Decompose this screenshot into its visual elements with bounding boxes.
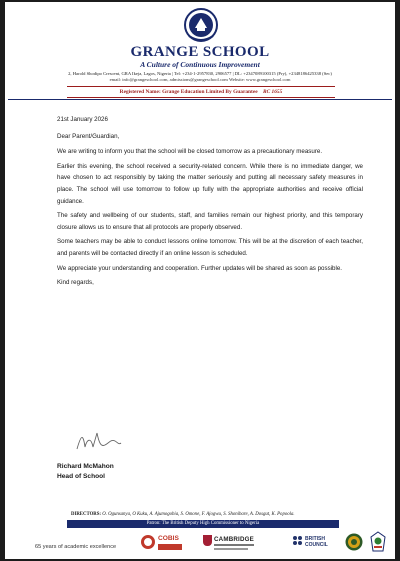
directors-label: DIRECTORS: <box>71 512 102 517</box>
cambridge-logo-text: CAMBRIDGE <box>214 536 254 543</box>
signer-name: Richard McMahon <box>57 463 114 470</box>
registered-name: Registered Name: Grange Education Limited By Guarantee <box>119 89 258 95</box>
cobis-ring-icon <box>141 535 155 549</box>
paragraph: We appreciate your understanding and cooperation. Further updates will be shared as soon as possible. <box>57 264 343 272</box>
signer-title: Head of School <box>57 473 105 480</box>
school-motto: A Culture of Continuous Improvement <box>140 60 260 69</box>
directors-line <box>71 512 295 517</box>
address-line: 2, Harold Shodipo Crescent, GRA Ikeja, Lagos, Nigeria | Tel: +234-1-2957830, 2906577 | DL: +2347089100315 (Pry), +2348186425338 (Sec) <box>68 71 332 76</box>
letter-body <box>57 114 363 292</box>
cambridge-logo <box>203 532 257 554</box>
letter-date: 21st January 2026 <box>57 116 108 123</box>
paragraph: Earlier this evening, the school received a security-related concern. While there is no immediate danger, we have chosen to act responsibly by taking the matter seriously and putting all necessary safety measures in place. The school will use tomorrow to follow up fully with the appropriate authorities and receive official guidance. <box>57 162 363 205</box>
contact-line: email: info@grangeschool.com, admissions@grangeschool.com Website: www.grangeschool.com <box>109 77 291 82</box>
paragraph: We are writing to inform you that the school will be closed tomorrow as a precautionary measure. <box>57 148 323 156</box>
paragraph: Some teachers may be able to conduct lessons online tomorrow. This will be at the discretion of each teacher, and parents will be contacted directly if an online lesson is scheduled. <box>57 238 363 257</box>
handwritten-signature <box>73 429 123 455</box>
membership-emblem-icon <box>369 531 387 553</box>
british-council-logo-text: BRITISH COUNCIL <box>305 536 328 548</box>
accreditation-seal-icon <box>345 533 363 551</box>
paragraph: The safety and wellbeing of our students, staff, and families remain our highest priority, and this temporary closure allows us to ensure that all protocols are properly observed. <box>57 212 363 231</box>
cobis-logo-text: COBIS <box>158 535 179 542</box>
cambridge-shield-icon <box>203 535 212 546</box>
cambridge-subline <box>214 544 254 546</box>
closing: Kind regards, <box>57 279 94 287</box>
years-tagline: 65 years of academic excellence <box>35 544 117 550</box>
header-divider <box>8 99 392 100</box>
school-crest-icon <box>183 8 219 42</box>
british-council-dots-icon <box>293 536 303 546</box>
cambridge-subline <box>214 548 248 550</box>
registration-bar <box>67 86 335 98</box>
salutation: Dear Parent/Guardian, <box>57 132 120 140</box>
letter-page <box>5 2 395 559</box>
cobis-logo <box>141 532 181 554</box>
cobis-bar <box>158 544 182 550</box>
british-council-logo <box>293 532 333 554</box>
patron-bar: Patron: The British Deputy High Commissioner to Nigeria <box>67 520 339 528</box>
rc-number: RC 1655 <box>262 89 283 95</box>
directors-names: O. Ogunsanya, O Kuku, A. Ajumogobia, S. Omone, F. Ajogwu, S. Shonibare, A. Dosgut, K. Popoola. <box>102 512 295 517</box>
school-name: GRANGE SCHOOL <box>130 44 270 60</box>
